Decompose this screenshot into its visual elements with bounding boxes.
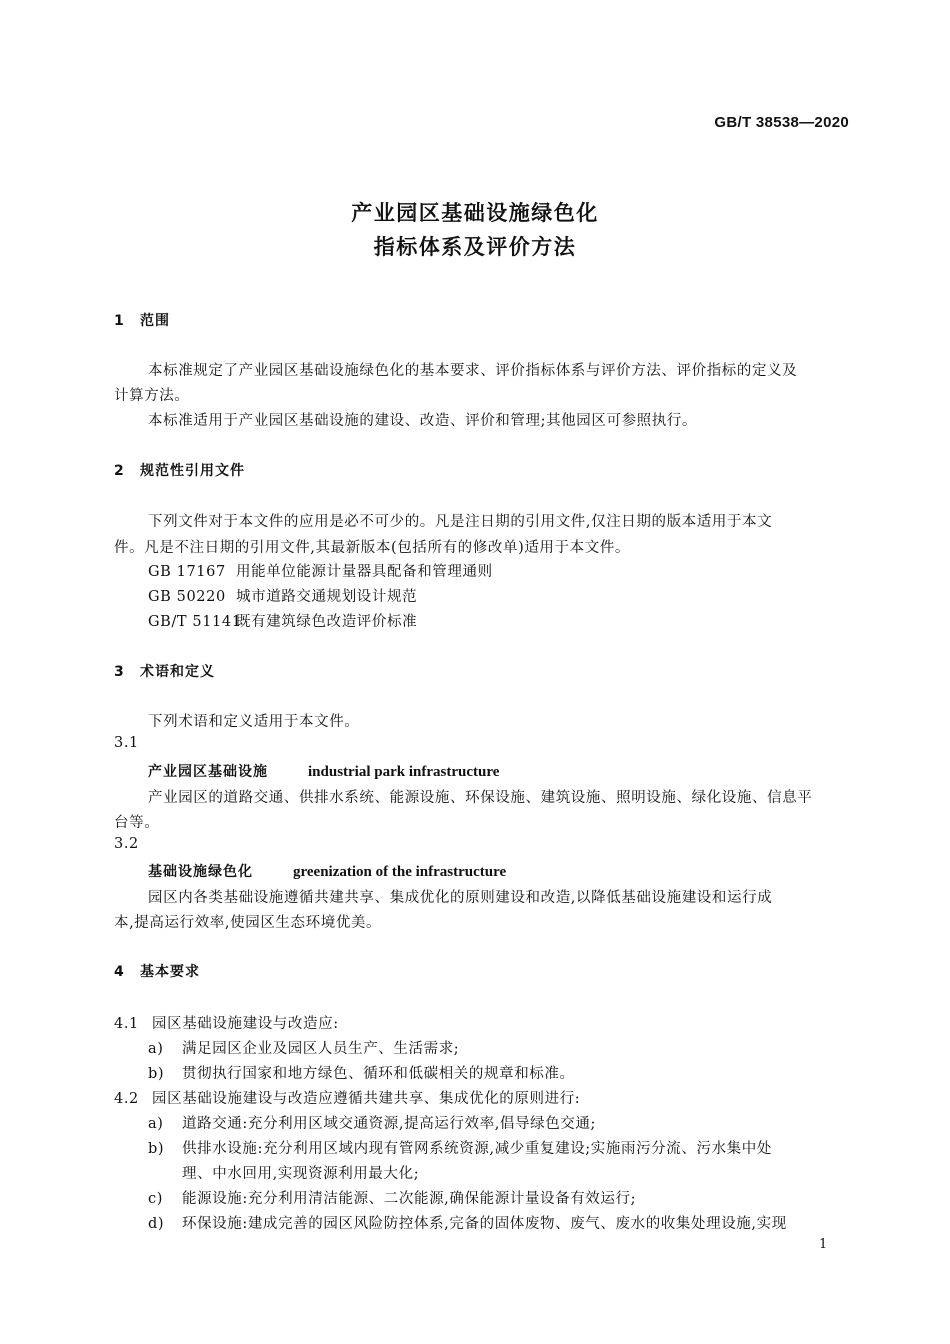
section-3-heading: [114, 661, 215, 681]
list-text: 满足园区企业及园区人员生产、生活需求;: [182, 1041, 460, 1057]
list-item: [148, 1212, 787, 1233]
list-text: 供排水设施:充分利用区域内现有管网系统资源,减少重复建设;实施雨污分流、污水集中处: [182, 1141, 772, 1157]
paragraph-text: 下列术语和定义适用于本文件。: [148, 714, 360, 730]
list-item: [148, 1112, 596, 1133]
reference-name: 用能单位能源计量器具配备和管理通则: [236, 564, 493, 580]
reference-code: GB 50220: [148, 589, 226, 605]
term-definition: 园区内各类基础设施遵循共建共享、集成优化的原则建设和改造,以降低基础设施建设和运行成: [148, 890, 773, 906]
term-entry: [148, 861, 506, 881]
list-text: 道路交通:充分利用区域交通资源,提高运行效率,倡导绿色交通;: [182, 1116, 596, 1132]
section-number: 2: [114, 463, 125, 479]
section-number: 4: [114, 964, 125, 980]
standard-number: GB/T 38538—2020: [714, 114, 849, 131]
reference-code: GB 17167: [148, 564, 226, 580]
list-item: [148, 1137, 772, 1158]
list-item: [148, 1037, 459, 1058]
list-item: [148, 1187, 636, 1208]
term-number: 3.2: [114, 836, 139, 852]
paragraph-text: 本标准规定了产业园区基础设施绿色化的基本要求、评价指标体系与评价方法、评价指标的定义及: [148, 363, 798, 379]
clause-4-2: [114, 1087, 580, 1108]
section-2-heading: [114, 460, 245, 480]
list-label: a): [148, 1041, 164, 1057]
paragraph-text: 下列文件对于本文件的应用是必不可少的。凡是注日期的引用文件,仅注日期的版本适用于本文: [148, 514, 773, 530]
clause-4-1: [114, 1012, 339, 1033]
paragraph-text: 件。凡是不注日期的引用文件,其最新版本(包括所有的修改单)适用于本文件。: [114, 540, 631, 556]
list-label: b): [148, 1141, 165, 1157]
section-number: 3: [114, 664, 125, 680]
section-1-heading: [114, 310, 170, 330]
section-title: 规范性引用文件: [140, 463, 245, 479]
document-title-line1: 产业园区基础设施绿色化: [351, 201, 599, 225]
clause-number: 4.2: [114, 1091, 139, 1107]
normative-reference: [148, 610, 417, 631]
list-item: [148, 1062, 575, 1083]
document-title-line2: 指标体系及评价方法: [373, 235, 577, 259]
list-label: c): [148, 1191, 163, 1207]
term-number: 3.1: [114, 735, 139, 751]
section-title: 术语和定义: [140, 664, 215, 680]
list-text: 能源设施:充分利用清洁能源、二次能源,确保能源计量设备有效运行;: [182, 1191, 637, 1207]
section-title: 基本要求: [140, 964, 200, 980]
list-label: b): [148, 1066, 165, 1082]
term-english: industrial park infrastructure: [308, 764, 500, 780]
list-text: 贯彻执行国家和地方绿色、循环和低碳相关的规章和标准。: [182, 1066, 575, 1082]
clause-text: 园区基础设施建设与改造应:: [152, 1016, 339, 1032]
section-title: 范围: [140, 313, 170, 329]
term-entry: [148, 761, 499, 781]
paragraph-text: 本标准适用于产业园区基础设施的建设、改造、评价和管理;其他园区可参照执行。: [148, 413, 698, 429]
reference-name: 城市道路交通规划设计规范: [236, 589, 418, 605]
term-chinese: 产业园区基础设施: [148, 764, 268, 780]
list-label: a): [148, 1116, 164, 1132]
section-4-heading: [114, 961, 200, 981]
term-chinese: 基础设施绿色化: [148, 864, 253, 880]
clause-number: 4.1: [114, 1016, 139, 1032]
normative-reference: [148, 560, 493, 581]
term-definition: 产业园区的道路交通、供排水系统、能源设施、环保设施、建筑设施、照明设施、绿化设施、信息平: [148, 790, 813, 806]
normative-reference: [148, 585, 417, 606]
paragraph-text: 计算方法。: [114, 388, 190, 404]
reference-name: 既有建筑绿色改造评价标准: [236, 614, 418, 630]
term-english: greenization of the infrastructure: [293, 864, 507, 880]
list-text: 环保设施:建成完善的园区风险防控体系,完备的固体废物、废气、废水的收集处理设施,实现: [182, 1216, 787, 1232]
term-definition: 台等。: [114, 815, 160, 831]
section-number: 1: [114, 313, 125, 329]
list-label: d): [148, 1216, 165, 1232]
page-number: 1: [819, 1237, 828, 1252]
clause-text: 园区基础设施建设与改造应遵循共建共享、集成优化的原则进行:: [152, 1091, 581, 1107]
term-definition: 本,提高运行效率,使园区生态环境优美。: [114, 915, 382, 931]
list-item-continuation: 理、中水回用,实现资源利用最大化;: [182, 1166, 420, 1182]
reference-code: GB/T 51141: [148, 614, 242, 630]
